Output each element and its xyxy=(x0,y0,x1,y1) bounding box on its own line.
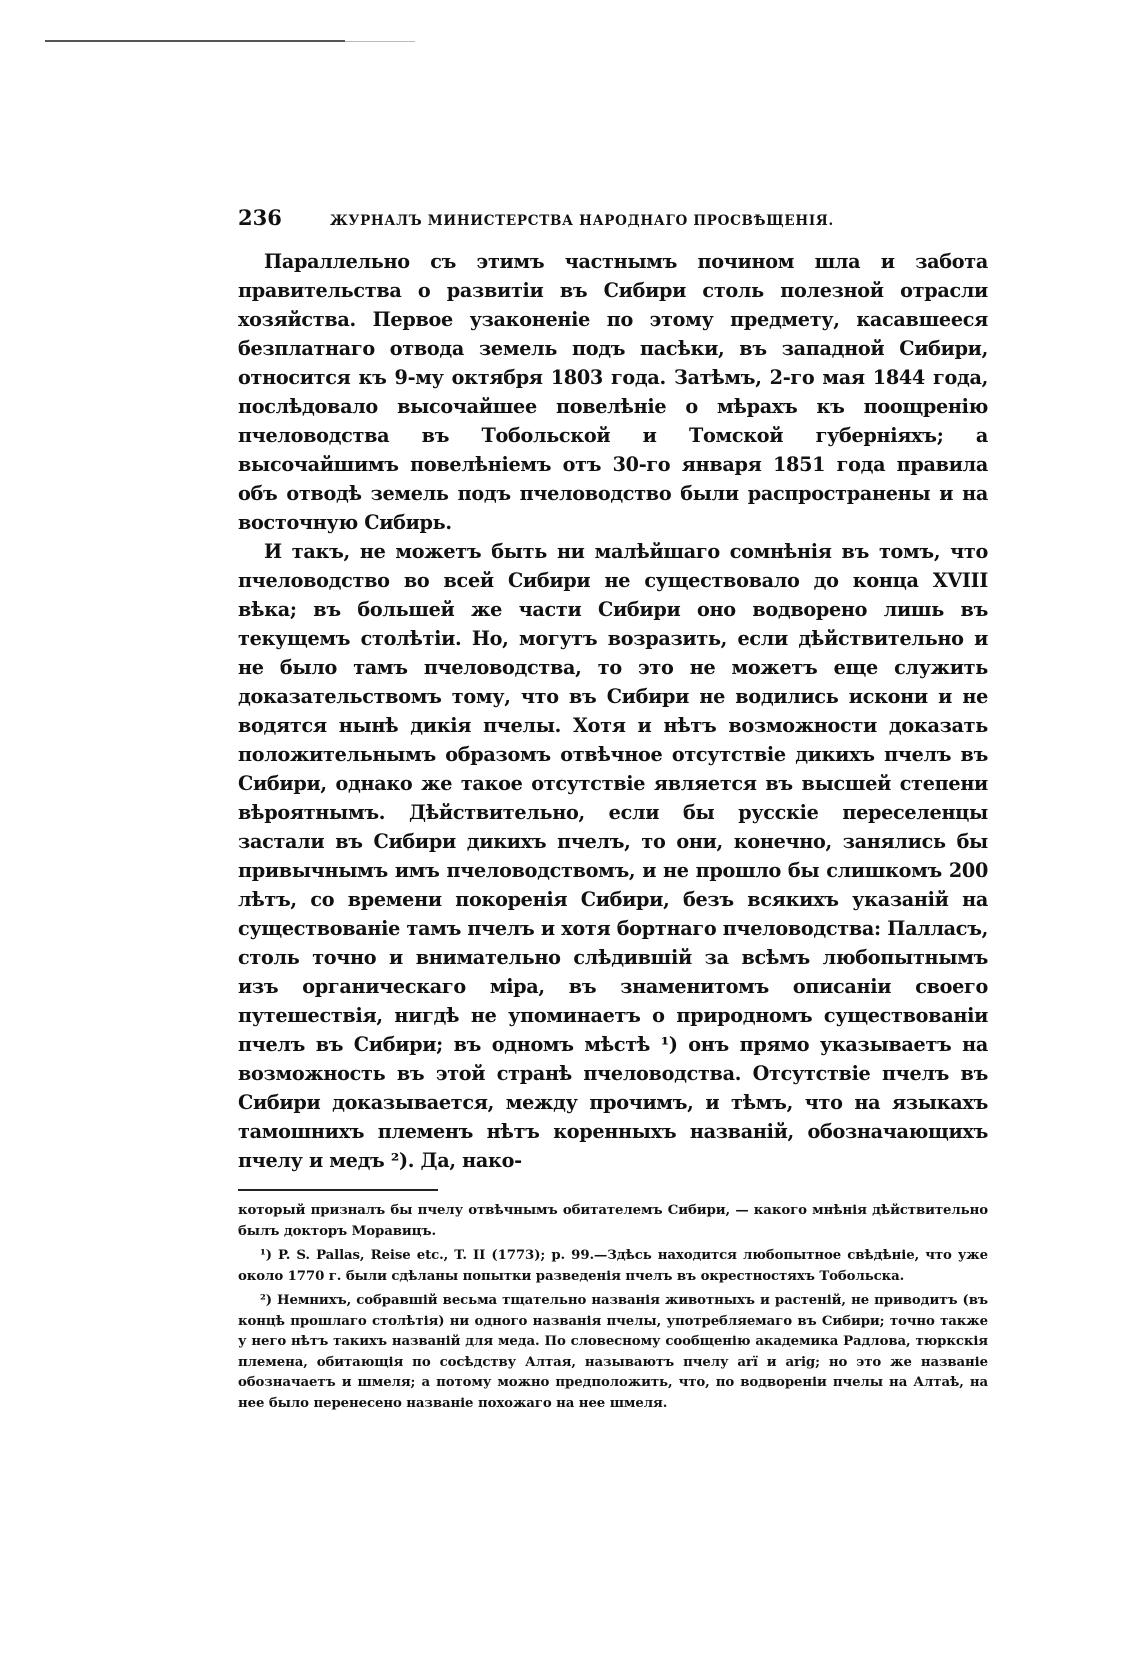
book-page xyxy=(238,205,988,1418)
footnote-1: ¹) P. S. Pallas, Reise etc., T. II (1773); p. 99.—Здѣсь находится любопытное свѣдѣніе, что уже около 1770 г. были сдѣланы попытки разведенія пчелъ въ окрестностяхъ Тобольска. xyxy=(238,1248,988,1284)
paragraph: И такъ, не можетъ быть ни малѣйшаго сомнѣнія въ томъ, что пчеловодство во всей Сибири не существовало до конца XVIII вѣка; въ большей же части Сибири оно водворено лишь въ текущемъ столѣтіи. Но, могутъ возразить, если дѣйствительно и не было тамъ пчеловодства, то это не можетъ еще служить доказательствомъ тому, что въ Сибири не водились искони и не водятся нынѣ дикія пчелы. Хотя и нѣтъ возможности доказать положительнымъ образомъ отвѣчное отсутствіе дикихъ пчелъ въ Сибири, однако же такое отсутствіе является въ высшей степени вѣроятнымъ. Дѣйствительно, если бы русскіе переселенцы застали въ Сибири дикихъ пчелъ, то они, конечно, занялись бы привычнымъ имъ пчеловодствомъ, и не прошло бы слишкомъ 200 лѣтъ, со времени покоренія Сибири, безъ всякихъ указаній на существованіе тамъ пчелъ и хотя бортнаго пчеловодства: Палласъ, столь точно и внимательно слѣдившій за всѣмъ любопытнымъ изъ органическаго міра, въ знаменитомъ описаніи своего путешествія, нигдѣ не упоминаетъ о природномъ существованіи пчелъ въ Сибири; въ одномъ мѣстѣ ¹) онъ прямо указываетъ на возможность въ этой странѣ пчеловодства. Отсутствіе пчелъ въ Сибири доказывается, между прочимъ, и тѣмъ, что на языкахъ тамошнихъ племенъ нѣтъ коренныхъ названій, обозначающихъ пчелу и медъ ²). Да, нако- xyxy=(238,540,988,1172)
scan-artifact-line xyxy=(45,40,345,42)
footnote-divider xyxy=(238,1189,438,1191)
footnotes xyxy=(238,1201,988,1414)
journal-title: ЖУРНАЛЪ МИНИСТЕРСТВА НАРОДНАГО ПРОСВѢЩЕНІЯ. xyxy=(330,213,834,229)
page-number: 236 xyxy=(238,205,282,230)
footnote-continuation: который призналъ бы пчелу отвѣчнымъ обитателемъ Сибири, — какого мнѣнія дѣйствительно былъ докторъ Моравицъ. xyxy=(238,1203,988,1239)
running-head xyxy=(238,205,988,239)
body-text xyxy=(238,247,988,1175)
footnote-2: ²) Немнихъ, собравшій весьма тщательно названія животныхъ и растеній, не приводитъ (въ концѣ прошлаго столѣтія) ни одного названія пчелы, употребляемаго въ Сибири; точно также у него нѣтъ такихъ названій для меда. По словесному сообщенію академика Радлова, тюркскія племена, обитающія по сосѣдству Алтая, называютъ пчелу arï и arig; но это же названіе обозначаетъ и шмеля; а потому можно предположить, что, по водвореніи пчелы на Алтаѣ, на нее было перенесено названіе похожаго на нее шмеля. xyxy=(238,1293,988,1411)
paragraph: Параллельно съ этимъ частнымъ почином шла и забота правительства о развитіи въ Сибири столь полезной отрасли хозяйства. Первое узаконеніе по этому предмету, касавшееся безплатнаго отвода земель подъ пасѣки, въ западной Сибири, относится къ 9-му октября 1803 года. Затѣмъ, 2-го мая 1844 года, послѣдовало высочайшее повелѣніе о мѣрахъ къ поощренію пчеловодства въ Тобольской и Томской губерніяхъ; а высочайшимъ повелѣніемъ отъ 30-го января 1851 года правила объ отводѣ земель подъ пчеловодство были распространены и на восточную Сибирь. xyxy=(238,250,988,534)
scan-artifact-line-faint xyxy=(345,41,415,42)
